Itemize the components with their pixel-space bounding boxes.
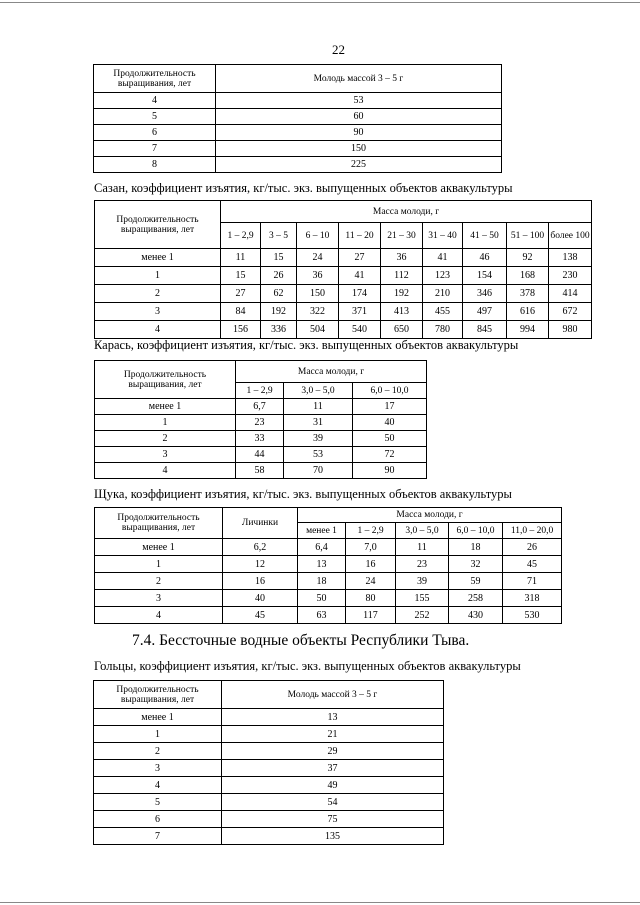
page-number: 22 — [332, 42, 345, 57]
subheader: 21 – 30 — [381, 223, 423, 249]
col-header-larvae: Личинки — [223, 508, 298, 539]
table-row: 1 23 31 40 — [95, 415, 427, 431]
table-carp — [94, 200, 592, 339]
table-row: 7 135 — [94, 828, 444, 845]
subheader: 6 – 10 — [297, 223, 339, 249]
subheader: 1 – 2,9 — [221, 223, 261, 249]
col-label-duration: Продолжительность выращивания, лет — [95, 201, 221, 249]
table-row: 5 54 — [94, 794, 444, 811]
table-row: 1 12 13 16 23 32 45 — [95, 556, 562, 573]
col-header-fry-weight: Молодь массой 3 – 5 г — [216, 65, 502, 93]
table-row: 6 75 — [94, 811, 444, 828]
col-label-duration: Продолжительность выращивания, лет — [94, 65, 216, 93]
subheader: 3 – 5 — [261, 223, 297, 249]
table-pike — [94, 507, 562, 624]
table-row: 3 84 192 322 371 413 455 497 616 672 — [95, 303, 592, 321]
subheader: 11,0 – 20,0 — [503, 523, 562, 539]
table-row: 3 44 53 72 — [95, 447, 427, 463]
table-row: менее 1 11 15 24 27 36 41 46 92 138 — [95, 249, 592, 267]
table-row: 1 21 — [94, 726, 444, 743]
table-row: 5 60 — [94, 109, 502, 125]
subheader: 31 – 40 — [423, 223, 463, 249]
subheader: 1 – 2,9 — [236, 383, 284, 399]
table-row: менее 1 13 — [94, 709, 444, 726]
caption-char: Гольцы, коэффициент изъятия, кг/тыс. экз. выпущенных объектов аквакультуры — [94, 659, 521, 673]
col-label-duration: Продолжительность выращивания, лет — [95, 361, 236, 399]
section-heading: 7.4. Бессточные водные объекты Республики Тыва. — [132, 632, 470, 649]
table-row: 2 16 18 24 39 59 71 — [95, 573, 562, 590]
table-row: 6 90 — [94, 125, 502, 141]
subheader: 3,0 – 5,0 — [396, 523, 449, 539]
group-header-fry-mass: Масса молоди, г — [221, 201, 592, 223]
table-row: менее 1 6,2 6,4 7,0 11 18 26 — [95, 539, 562, 556]
table-row: 3 40 50 80 155 258 318 — [95, 590, 562, 607]
scan-top-edge — [0, 2, 640, 3]
col-label-duration: Продолжительность выращивания, лет — [94, 681, 222, 709]
subheader: менее 1 — [298, 523, 346, 539]
table-row: 2 29 — [94, 743, 444, 760]
subheader: 6,0 – 10,0 — [449, 523, 503, 539]
table-crucian — [94, 360, 427, 479]
subheader: 11 – 20 — [339, 223, 381, 249]
table-row: 8 225 — [94, 157, 502, 173]
table-row: менее 1 6,7 11 17 — [95, 399, 427, 415]
caption-pike: Щука, коэффициент изъятия, кг/тыс. экз. выпущенных объектов аквакультуры — [94, 487, 512, 501]
table-row: 4 58 70 90 — [95, 463, 427, 479]
col-header-fry-weight: Молодь массой 3 – 5 г — [222, 681, 444, 709]
table-row: 7 150 — [94, 141, 502, 157]
table-row: 4 49 — [94, 777, 444, 794]
table-row: 4 156 336 504 540 650 780 845 994 980 — [95, 321, 592, 339]
caption-crucian: Карась, коэффициент изъятия, кг/тыс. экз. выпущенных объектов аквакультуры — [94, 338, 519, 352]
subheader: 6,0 – 10,0 — [353, 383, 427, 399]
subheader: 51 – 100 — [507, 223, 549, 249]
col-label-duration: Продолжительность выращивания, лет — [95, 508, 223, 539]
subheader: 1 – 2,9 — [346, 523, 396, 539]
table-row: 4 53 — [94, 93, 502, 109]
subheader: 41 – 50 — [463, 223, 507, 249]
scan-bottom-edge — [0, 902, 640, 903]
table-row: 4 45 63 117 252 430 530 — [95, 607, 562, 624]
subheader: 3,0 – 5,0 — [284, 383, 353, 399]
table-row: 2 33 39 50 — [95, 431, 427, 447]
table-row: 2 27 62 150 174 192 210 346 378 414 — [95, 285, 592, 303]
group-header-fry-mass: Масса молоди, г — [236, 361, 427, 383]
table-row: 3 37 — [94, 760, 444, 777]
group-header-fry-mass: Масса молоди, г — [298, 508, 562, 523]
subheader: более 100 — [549, 223, 592, 249]
table-row: 1 15 26 36 41 112 123 154 168 230 — [95, 267, 592, 285]
table-char — [93, 680, 444, 845]
table-weight-continuation — [93, 64, 502, 173]
caption-carp: Сазан, коэффициент изъятия, кг/тыс. экз. выпущенных объектов аквакультуры — [94, 181, 513, 195]
